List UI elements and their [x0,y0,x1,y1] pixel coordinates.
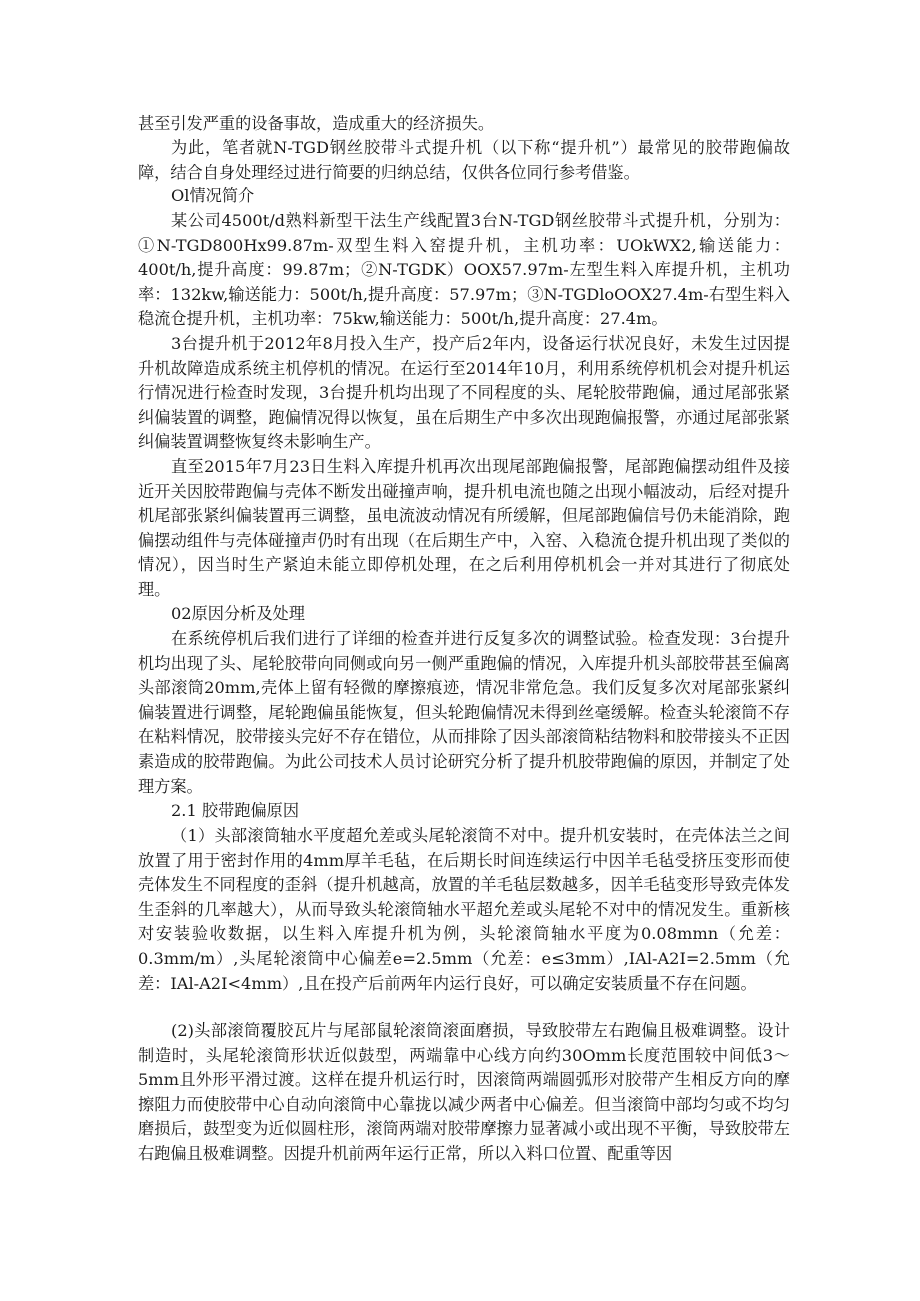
paragraph-cause-2: (2)头部滚筒覆胶瓦片与尾部鼠轮滚筒滚面磨损，导致胶带左右跑偏且极难调整。设计制造时，头尾轮滚筒形状近似鼓型，两端靠中心线方向约30Omm长度范围较中间低3～5mm且外形平滑过渡。这样在提升机运行时，因滚筒两端圆弧形对胶带产生相反方向的摩擦阻力而使胶带中心自动向滚筒中心靠拢以减少两者中心偏差。但当滚筒中部均匀或不均匀磨损后，鼓型变为近似圆柱形，滚筒两端对胶带摩擦力显著减小或出现不平衡，导致胶带左右跑偏且极难调整。因提升机前两年运行正常，所以入料口位置、配重等因 [138,1021,790,1163]
paragraph-purpose: 为此，笔者就N-TGD钢丝胶带斗式提升机（以下称“提升机”）最常见的胶带跑偏故障，结合自身处理经过进行简要的归纳总结，仅供各位同行参考借鉴。 [138,138,790,182]
section-heading-01: Ol情况简介 [171,186,255,205]
subsection-heading-2-1: 2.1 胶带跑偏原因 [171,801,300,820]
paragraph-cause-1: （1）头部滚筒轴水平度超允差或头尾轮滚筒不对中。提升机安装时，在壳体法兰之间放置了用于密封作用的4mm厚羊毛毡，在后期长时间连续运行中因羊毛毡受挤压变形而使壳体发生不同程度的歪斜（提升机越高，放置的羊毛毡层数越多，因羊毛毡变形导致壳体发生歪斜的几率越大），从而导致头轮滚筒轴水平超允差或头尾轮不对中的情况发生。重新核对安装验收数据，以生料入库提升机为例，头轮滚筒轴水平度为0.08mmn（允差：0.3mm∕m）,头尾轮滚筒中心偏差e=2.5mm（允差：e≤3mm）,IAl-A2I=2.5mm（允差：IAl-A2I<4mm）,且在投产后前两年内运行良好，可以确定安装质量不存在问题。 [138,826,790,993]
section-heading-02: 02原因分析及处理 [171,604,305,623]
paragraph-history: 3台提升机于2012年8月投入生产，投产后2年内，设备运行状况良好，未发生过因提升机故障造成系统主机停机的情况。在运行至2014年10月，利用系统停机机会对提升机运行情况进行检查时发现，3台提升机均出现了不同程度的头、尾轮胶带跑偏，通过尾部张紧纠偏装置的调整，跑偏情况得以恢复，虽在后期生产中多次出现跑偏报警，亦通过尾部张紧纠偏装置调整恢复终未影响生产。 [138,334,790,452]
paragraph-inspection: 在系统停机后我们进行了详细的检查并进行反复多次的调整试验。检查发现：3台提升机均出现了头、尾轮胶带向同侧或向另一侧严重跑偏的情况，入库提升机头部胶带甚至偏离头部滚筒20mm,壳体上留有轻微的摩擦痕迹，情况非常危急。我们反复多次对尾部张紧纠偏装置进行调整，尾轮跑偏虽能恢复，但头轮跑偏情况未得到丝毫缓解。检查头轮滚筒不存在粘料情况，胶带接头完好不存在错位，从而排除了因头部滚筒粘结物料和胶带接头不正因素造成的胶带跑偏。为此公司技术人员讨论研究分析了提升机胶带跑偏的原因，并制定了处理方案。 [138,629,790,796]
paragraph-intro-tail: 甚至引发严重的设备事故，造成重大的经济损失。 [138,114,495,133]
paragraph-overview: 某公司4500t∕d熟料新型干法生产线配置3台N-TGD钢丝胶带斗式提升机，分别为：①N-TGD800Hx99.87m-双型生料入窑提升机，主机功率：UOkWX2,输送能力：400t∕h,提升高度：99.87m；②N-TGDK）OOX57.97m-左型生料入库提升机，主机功率：132kw,输送能力：500t∕h,提升高度：57.97m；③N-TGDloOOX27.4m-右型生料入稳流仓提升机，主机功率：75kw,输送能力：500t∕h,提升高度：27.4m。 [138,211,790,329]
paragraph-incident: 直至2015年7月23日生料入库提升机再次出现尾部跑偏报警，尾部跑偏摆动组件及接近开关因胶带跑偏与壳体不断发出碰撞声响，提升机电流也随之出现小幅波动，后经对提升机尾部张紧纠偏装置再三调整，虽电流波动情况有所缓解，但尾部跑偏信号仍未能消除，跑偏摆动组件与壳体碰撞声仍时有出现（在后期生产中，入窑、入稳流仓提升机出现了类似的情况），因当时生产紧迫未能立即停机处理，在之后利用停机机会一并对其进行了彻底处理。 [138,457,790,599]
